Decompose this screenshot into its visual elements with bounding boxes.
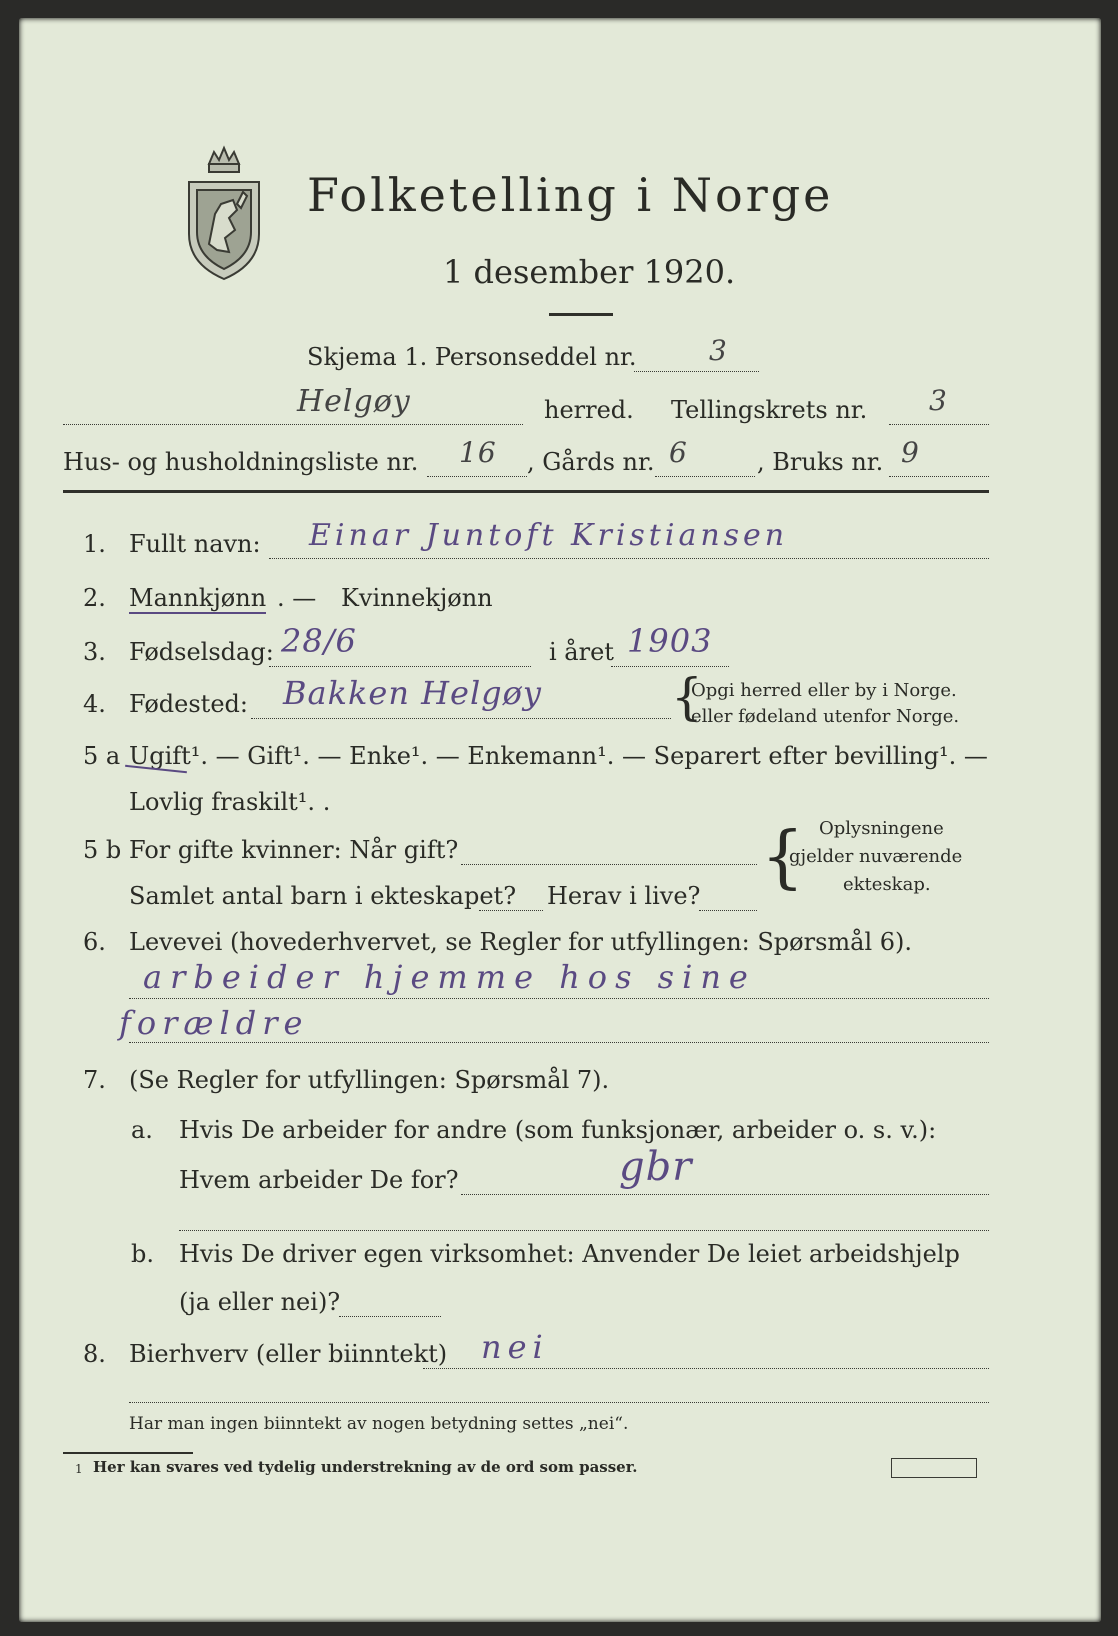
q6-label: Levevei (hovederhvervet, se Regler for utfyllingen: Spørsmål 6).	[129, 928, 913, 956]
q5b-alive-label: Herav i live?	[547, 882, 701, 910]
q1-line	[269, 558, 989, 559]
q5b-number: 5 b	[83, 836, 122, 864]
bruks-line	[889, 476, 989, 477]
q5b-children-label: Samlet antal barn i ekteskapet?	[129, 882, 517, 910]
q7a-label: Hvis De arbeider for andre (som funksjonær, arbeider o. s. v.):	[179, 1116, 937, 1144]
gards-line	[655, 476, 755, 477]
q7-label: (Se Regler for utfyllingen: Spørsmål 7).	[129, 1066, 610, 1094]
full-name-value: Einar Juntoft Kristiansen	[309, 518, 789, 553]
q4-number: 4.	[83, 690, 106, 718]
herred-value: Helgøy	[297, 384, 411, 419]
q5b-note-3: ekteskap.	[843, 874, 931, 895]
birth-day-value: 28/6	[281, 622, 357, 660]
census-date: 1 desember 1920.	[443, 253, 736, 291]
q7-number: 7.	[83, 1066, 106, 1094]
side-income-value: nei	[481, 1328, 549, 1366]
census-form-sheet	[19, 18, 1101, 1622]
header-rule	[63, 490, 989, 493]
q1-number: 1.	[83, 530, 106, 558]
occupation-line-1-value: arbeider hjemme hos sine	[143, 958, 756, 996]
gards-nr-value: 6	[669, 436, 688, 469]
occupation-line-2-value: forældre	[119, 1004, 309, 1042]
q8-label: Bierhverv (eller biinntekt)	[129, 1340, 448, 1368]
employer-value: gbr	[619, 1144, 693, 1190]
q5a-options-2: Lovlig fraskilt¹. .	[129, 788, 331, 816]
q5b-brace: {	[761, 818, 805, 897]
footnote-text: Her kan svares ved tydelig understrekning av de ord som passer.	[93, 1458, 638, 1476]
personseddel-nr-value: 3	[709, 334, 728, 367]
q2-female-option: Kvinnekjønn	[341, 584, 493, 612]
coat-of-arms-icon	[179, 134, 269, 284]
q7b-line	[339, 1316, 441, 1317]
birth-place-value: Bakken Helgøy	[283, 674, 542, 712]
q5a-number: 5 a	[83, 742, 121, 770]
q6-line-1	[129, 998, 989, 999]
q4-note-2: eller fødeland utenfor Norge.	[691, 706, 960, 727]
q5b-label: For gifte kvinner: Når gift?	[129, 836, 459, 864]
printer-stamp	[891, 1458, 977, 1478]
birth-year-value: 1903	[627, 622, 713, 660]
q7a-who-label: Hvem arbeider De for?	[179, 1166, 459, 1194]
q3-year-line	[611, 666, 729, 667]
bruks-nr-value: 9	[901, 436, 920, 469]
q4-line	[251, 718, 671, 719]
q8-extra-line	[129, 1402, 989, 1403]
q5b-note-1: Oplysningene	[819, 818, 944, 839]
bruks-label: , Bruks nr.	[757, 448, 884, 476]
q6-number: 6.	[83, 928, 106, 956]
gards-label: , Gårds nr.	[527, 448, 655, 476]
q4-brace: {	[671, 668, 703, 726]
tellingskrets-line	[889, 424, 989, 425]
q5b-alive-line	[699, 910, 757, 911]
q7b-number: b.	[131, 1240, 154, 1268]
form-title: Folketelling i Norge	[307, 168, 834, 222]
hus-label: Hus- og husholdningsliste nr.	[63, 448, 419, 476]
q3-year-label: i året	[549, 638, 614, 666]
q4-note-1: Opgi herred eller by i Norge.	[691, 680, 957, 701]
personseddel-line	[634, 371, 759, 372]
q8-number: 8.	[83, 1340, 106, 1368]
q5b-note-2: gjelder nuværende	[789, 846, 963, 867]
hus-line	[427, 476, 527, 477]
q2-number: 2.	[83, 584, 106, 612]
q1-label: Fullt navn:	[129, 530, 261, 558]
income-note: Har man ingen biinntekt av nogen betydning settes „nei“.	[129, 1414, 629, 1434]
q6-line-2	[129, 1042, 989, 1043]
q4-label: Fødested:	[129, 690, 248, 718]
q7a-extra-line	[179, 1230, 989, 1231]
q3-label: Fødselsdag:	[129, 638, 274, 666]
q7a-number: a.	[131, 1116, 153, 1144]
q5a-options: Ugift¹. — Gift¹. — Enke¹. — Enkemann¹. — Separert efter bevilling¹. —	[129, 742, 988, 770]
title-divider	[549, 313, 613, 316]
hus-nr-value: 16	[459, 436, 497, 469]
q2-separator: . —	[277, 584, 317, 612]
q7a-who-line	[461, 1194, 989, 1195]
q8-line	[423, 1368, 989, 1369]
schema-label: Skjema 1. Personseddel nr.	[307, 343, 637, 371]
q3-day-line	[269, 666, 531, 667]
tellingskrets-label: Tellingskrets nr.	[671, 396, 868, 424]
q2-male-option: Mannkjønn	[129, 584, 267, 612]
tellingskrets-nr-value: 3	[929, 384, 948, 417]
q5b-children-line	[479, 910, 543, 911]
footnote-mark: 1	[75, 1462, 83, 1476]
q7b-yesno-label: (ja eller nei)?	[179, 1288, 341, 1316]
q5b-married-line	[461, 864, 757, 865]
footnote-rule	[63, 1452, 193, 1454]
herred-label: herred.	[544, 396, 634, 424]
herred-line	[63, 424, 523, 425]
q3-number: 3.	[83, 638, 106, 666]
q7b-label: Hvis De driver egen virksomhet: Anvender De leiet arbeidshjelp	[179, 1240, 960, 1268]
